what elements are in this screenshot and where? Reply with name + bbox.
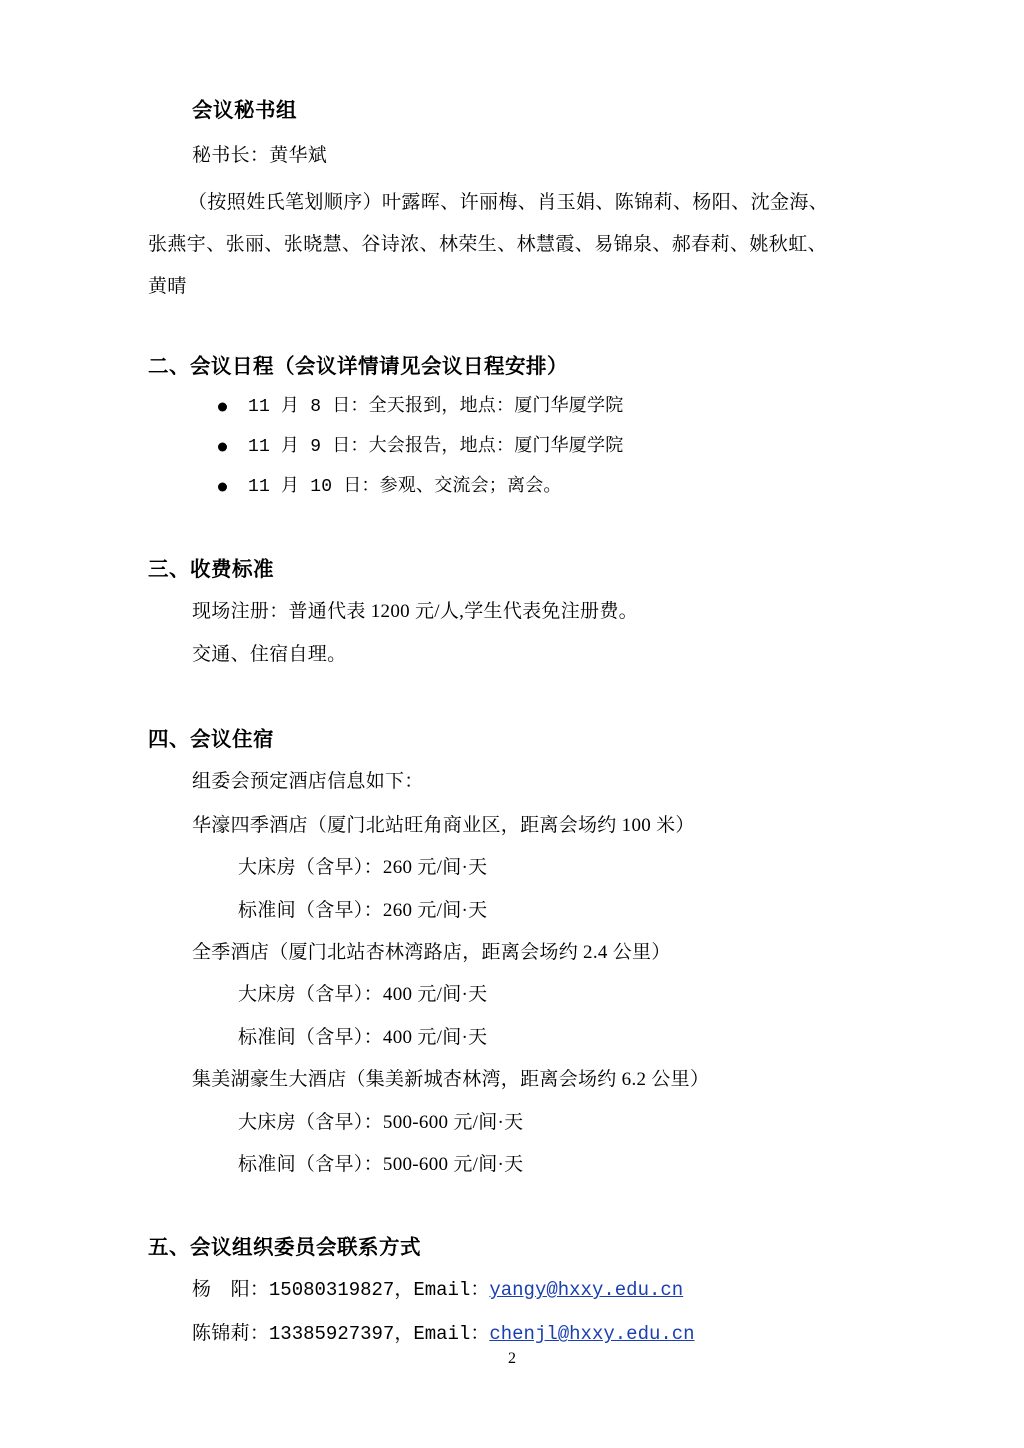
secretariat-chief: 秘书长：黄华斌 <box>192 144 328 166</box>
hotel-name: 集美湖豪生大酒店（集美新城杏林湾，距离会场约 6.2 公里） <box>192 1069 710 1091</box>
agenda-item <box>214 474 888 500</box>
contact-phone: ：15080319827，Email： <box>249 1279 490 1302</box>
hotel-name: 全季酒店（厦门北站杏林湾路店，距离会场约 2.4 公里） <box>192 941 671 963</box>
agenda-heading: 二、会议日程（会议详情请见会议日程安排） <box>148 355 568 378</box>
hotel-name: 华濠四季酒店（厦门北站旺角商业区，距离会场约 100 米） <box>192 814 695 836</box>
contacts-heading: 五、会议组织委员会联系方式 <box>148 1237 421 1260</box>
hotel-room-rate: 标准间（含早）：500-600 元/间·天 <box>238 1153 524 1175</box>
accommodation-intro: 组委会预定酒店信息如下： <box>192 771 424 792</box>
spacer <box>148 514 888 554</box>
hotel-room-rate: 标准间（含早）：260 元/间·天 <box>238 899 488 921</box>
agenda-list <box>214 394 888 500</box>
bullet-icon <box>218 442 227 451</box>
contact-email-link[interactable]: chenjl@hxxy.edu.cn <box>489 1323 695 1346</box>
page-number: 2 <box>508 1350 516 1367</box>
contact-row <box>192 1275 888 1305</box>
spacer <box>148 684 888 724</box>
fees-line-2: 交通、住宿自理。 <box>192 644 347 666</box>
hotel-room-rate: 大床房（含早）：400 元/间·天 <box>238 984 488 1006</box>
accommodation-heading: 四、会议住宿 <box>148 729 274 752</box>
fees-heading: 三、收费标准 <box>148 558 274 581</box>
agenda-item <box>214 434 888 460</box>
hotel-room-rate: 大床房（含早）：500-600 元/间·天 <box>238 1111 524 1133</box>
secretariat-members-line-1: （按照姓氏笔划顺序）叶露晖、许丽梅、肖玉娟、陈锦莉、杨阳、沈金海、 <box>188 191 829 213</box>
agenda-item <box>214 394 888 420</box>
contact-name: 杨 阳 <box>192 1279 250 1301</box>
hotel-room-rate: 大床房（含早）：260 元/间·天 <box>238 857 488 879</box>
contact-phone: ：13385927397，Email： <box>249 1323 490 1346</box>
contact-email-link[interactable]: yangy@hxxy.edu.cn <box>489 1279 684 1302</box>
spacer <box>148 1192 888 1232</box>
agenda-item-label: 11 月 8 日：全天报到，地点：厦门华厦学院 <box>248 396 624 417</box>
bullet-icon <box>218 482 227 491</box>
secretariat-members-line-2: 张燕宇、张丽、张晓慧、谷诗浓、林荣生、林慧霞、易锦泉、郝春莉、姚秋虹、 <box>148 233 828 255</box>
hotel-room-rate: 标准间（含早）：400 元/间·天 <box>238 1026 488 1048</box>
spacer <box>148 311 888 351</box>
fees-line-1: 现场注册：普通代表 1200 元/人,学生代表免注册费。 <box>192 600 638 622</box>
agenda-item-label: 11 月 10 日：参观、交流会；离会。 <box>248 476 562 497</box>
bullet-icon <box>218 402 227 411</box>
secretariat-members-line-3: 黄晴 <box>148 275 187 297</box>
page-content <box>148 96 888 1364</box>
contact-row <box>192 1319 888 1349</box>
contact-name: 陈锦莉 <box>192 1323 250 1345</box>
agenda-item-label: 11 月 9 日：大会报告，地点：厦门华厦学院 <box>248 436 624 457</box>
secretariat-heading: 会议秘书组 <box>192 100 297 122</box>
